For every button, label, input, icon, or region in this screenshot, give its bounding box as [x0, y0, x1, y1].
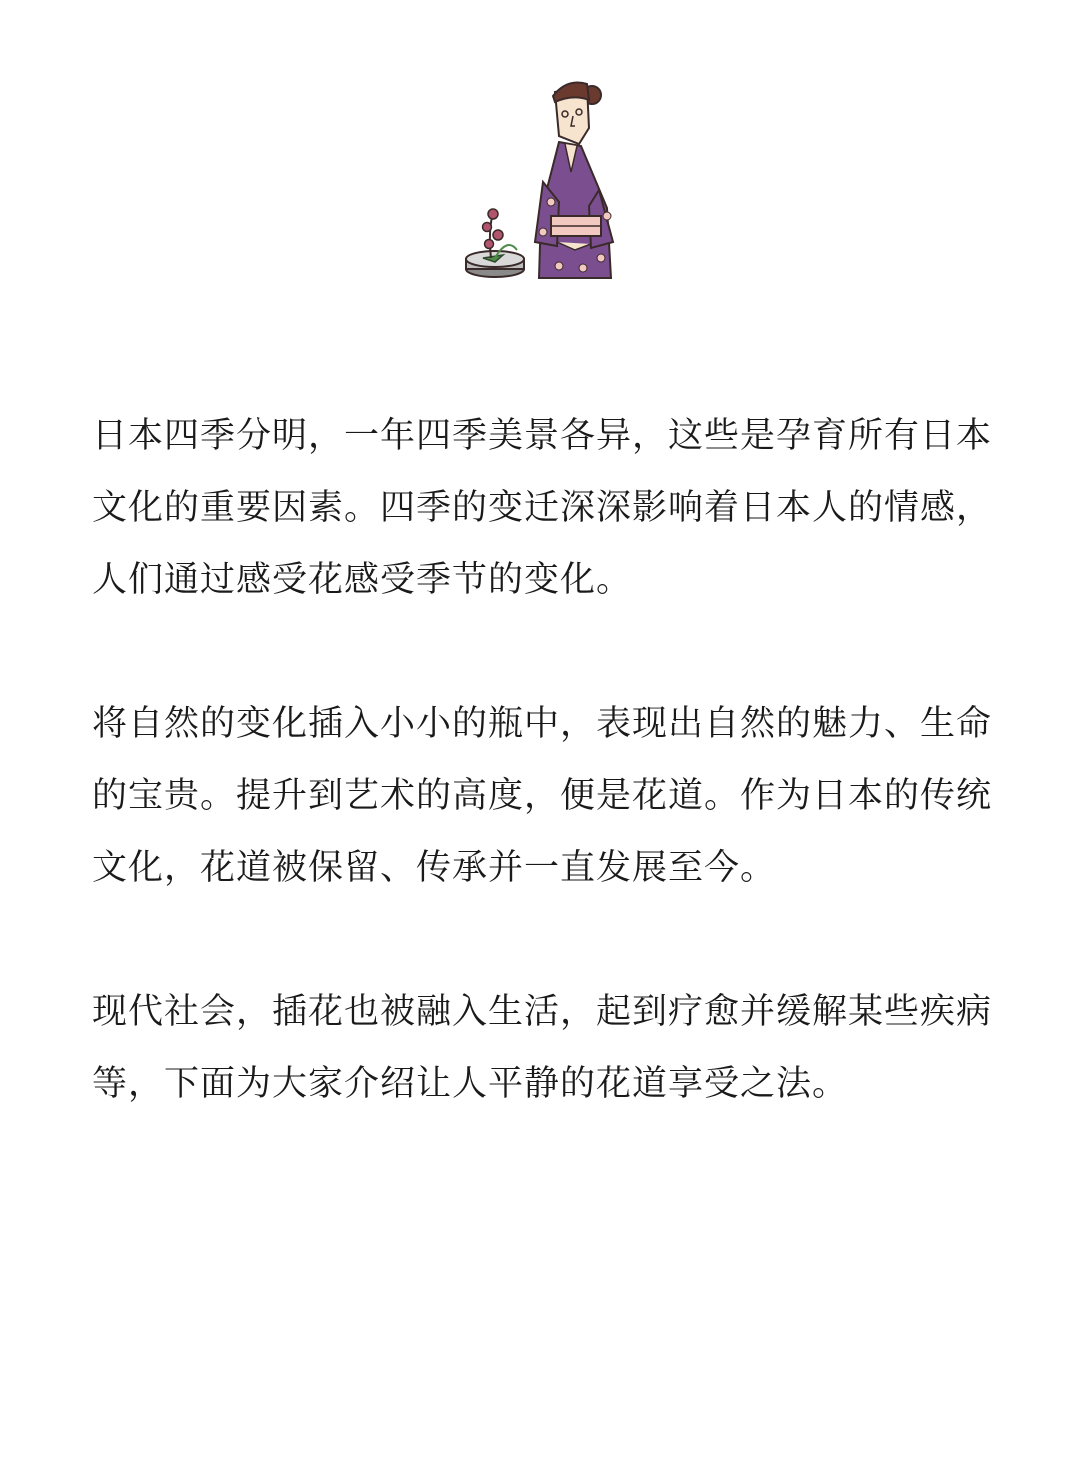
- ikebana-vase-icon: [466, 209, 524, 277]
- ikebana-woman-illustration: [455, 72, 625, 292]
- kimono-woman-icon: [535, 83, 613, 279]
- article-body: [92, 400, 992, 1120]
- paragraph-seasons: 日本四季分明，一年四季美景各异，这些是孕育所有日本文化的重要因素。四季的变迁深深影响着日本人的情感，人们通过感受花感受季节的变化。: [92, 416, 993, 600]
- paragraph-ikebana: 将自然的变化插入小小的瓶中，表现出自然的魅力、生命的宝贵。提升到艺术的高度，便是花道。作为日本的传统文化，花道被保留、传承并一直发展至今。: [92, 704, 993, 888]
- paragraph-modern-life: 现代社会，插花也被融入生活，起到疗愈并缓解某些疾病等，下面为大家介绍让人平静的花道享受之法。: [92, 992, 993, 1104]
